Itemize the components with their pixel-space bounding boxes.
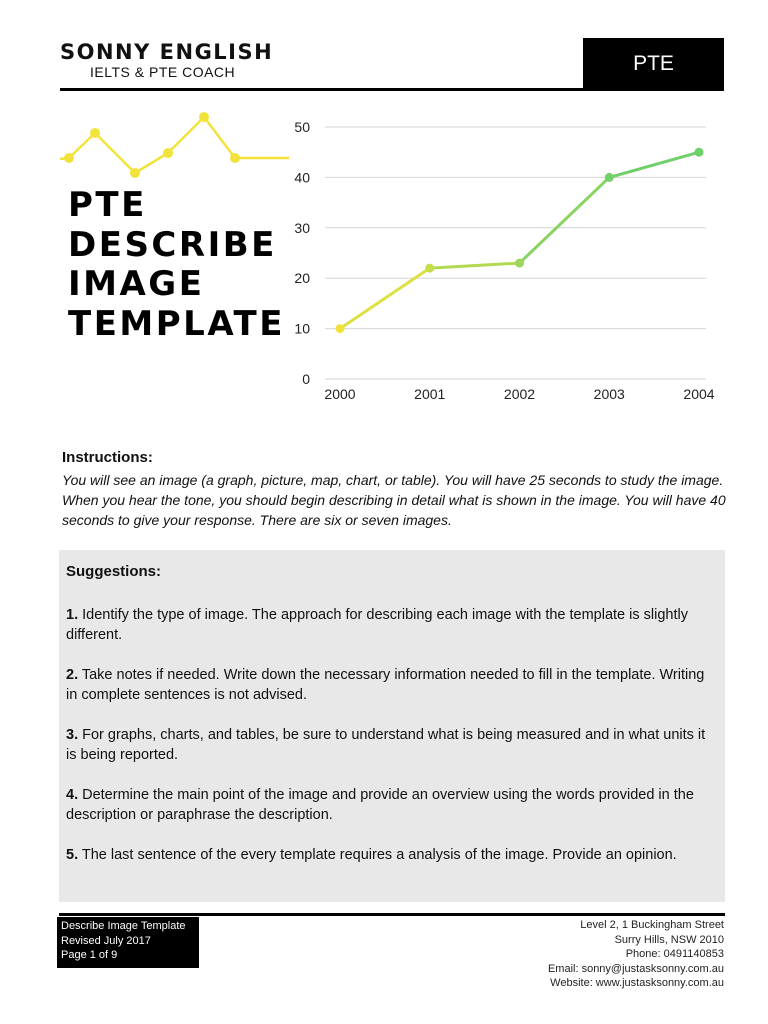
series-line-segment — [520, 177, 610, 263]
line-chart — [285, 110, 725, 410]
suggestion-item — [66, 725, 717, 765]
suggestion-number: 1. — [66, 607, 79, 623]
footer-website: Website: www.justasksonny.com.au — [550, 977, 724, 990]
page-title — [68, 186, 285, 344]
brand-subtitle: IELTS & PTE COACH — [90, 64, 236, 80]
y-tick-label: 0 — [302, 371, 310, 387]
suggestion-text: The last sentence of the every template requires a analysis of the image. Provide an opinion. — [78, 847, 677, 863]
x-tick-label: 2002 — [503, 386, 536, 402]
footer-address-line: Surry Hills, NSW 2010 — [614, 933, 724, 946]
suggestion-number: 3. — [66, 727, 79, 743]
suggestion-text: Determine the main point of the image and provide an overview using the words provided in the description or paraphrase the description. — [66, 787, 694, 823]
x-tick-label: 2004 — [683, 386, 715, 402]
data-point — [425, 264, 434, 273]
instructions-heading: Instructions: — [62, 449, 153, 466]
title-line: IMAGE — [68, 264, 205, 304]
footer-document-info — [57, 917, 199, 968]
footer-revision: Revised July 2017 — [61, 934, 151, 947]
x-tick-label: 2000 — [324, 386, 356, 402]
footer-contact — [548, 918, 724, 991]
y-tick-label: 50 — [294, 119, 310, 135]
footer-email: Email: sonny@justasksonny.com.au — [547, 962, 724, 975]
suggestion-item — [66, 605, 717, 645]
title-line: DESCRIBE — [68, 224, 277, 265]
suggestion-number: 2. — [66, 667, 79, 683]
x-tick-label: 2003 — [593, 386, 625, 402]
title-line: TEMPLATE — [68, 303, 285, 344]
instructions-text: You will see an image (a graph, picture, map, chart, or table). You will have 25 seconds to study the image. When you hear the tone, you should begin describing in detail what is shown in the image. You will have 40 seconds to give your response. There are six or seven images. — [62, 472, 726, 528]
x-tick-label: 2001 — [414, 386, 446, 402]
suggestion-number: 4. — [66, 787, 79, 803]
suggestions-heading: Suggestions: — [66, 563, 162, 580]
footer-phone: Phone: 0491140853 — [625, 948, 724, 961]
data-point — [515, 259, 524, 268]
footer-page-number: Page 1 of 9 — [61, 949, 118, 961]
y-tick-label: 10 — [294, 320, 310, 337]
footer-divider — [59, 913, 725, 916]
footer-address-line: Level 2, 1 Buckingham Street — [580, 919, 724, 931]
decorative-line-icon — [0, 100, 290, 190]
suggestion-text: Take notes if needed. Write down the necessary information needed to fill in the template. Writing in complete sentences is not advised. — [66, 667, 705, 703]
data-point — [605, 173, 614, 182]
series-line-segment — [609, 152, 699, 177]
y-tick-label: 30 — [294, 219, 310, 236]
suggestion-item — [66, 785, 717, 825]
data-point — [336, 324, 345, 333]
footer-doc-title: Describe Image Template — [61, 920, 186, 932]
header-divider — [60, 88, 724, 91]
title-line: PTE — [68, 185, 147, 225]
brand — [60, 40, 273, 80]
y-tick-label: 20 — [294, 270, 310, 287]
suggestions-panel — [59, 550, 725, 902]
suggestion-item — [66, 845, 717, 865]
brand-name: SONNY ENGLISH — [60, 40, 274, 64]
suggestion-number: 5. — [66, 847, 79, 863]
suggestion-text: Identify the type of image. The approach for describing each image with the template is slightly different. — [66, 607, 688, 643]
series-line-segment — [340, 268, 430, 328]
series-line-segment — [430, 263, 520, 268]
suggestion-item — [66, 665, 717, 705]
data-point — [695, 148, 704, 157]
y-tick-label: 40 — [294, 169, 310, 186]
suggestion-text: For graphs, charts, and tables, be sure to understand what is being measured and in what units it is being reported. — [66, 727, 706, 763]
pte-tag: PTE — [583, 38, 724, 89]
instructions-section — [62, 448, 732, 530]
